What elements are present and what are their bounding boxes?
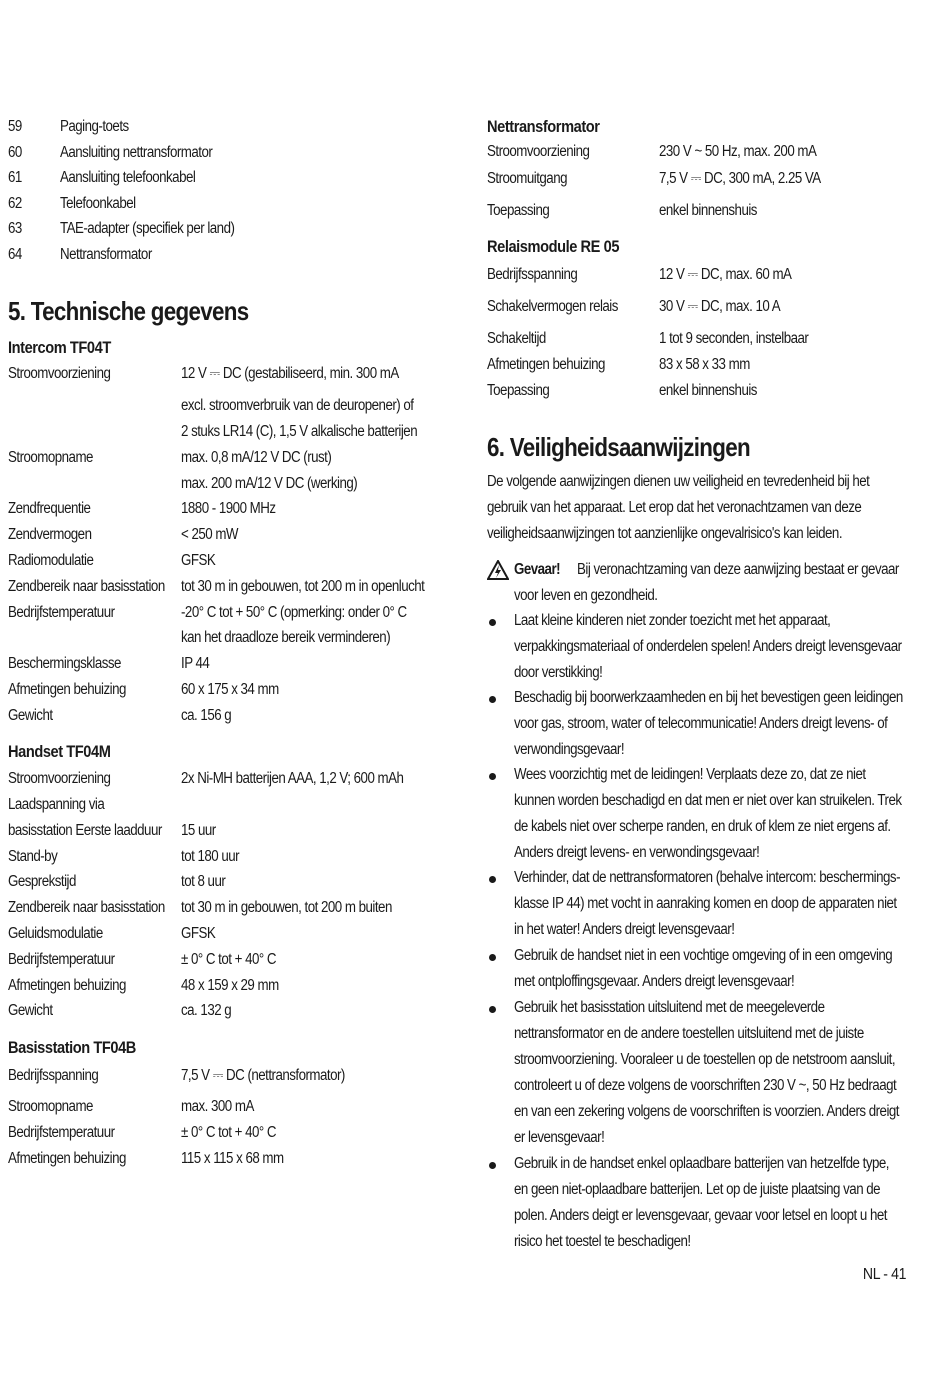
spec-value: 2 stuks LR14 (C), 1,5 V alkalische batterijen: [181, 423, 418, 440]
spec-label: Radiomodulatie: [8, 552, 94, 569]
spec-label: Gesprekstijd: [8, 873, 76, 890]
spec-value: ± 0° C tot + 40° C: [181, 951, 277, 968]
spec-label: Stroomopname: [8, 449, 93, 466]
bullet-line: in het water! Anders dreigt levensgevaar!: [514, 921, 735, 938]
bullet-line: voor gas, stroom, water of telecommunicatie! Anders dreigt levens- of: [514, 715, 888, 732]
spec-label: Stroomuitgang: [487, 170, 567, 187]
list-item-text: Telefoonkabel: [60, 195, 136, 212]
spec-label: Bedrijfsspanning: [487, 266, 578, 283]
spec-value: 115 x 115 x 68 mm: [181, 1150, 284, 1167]
bullet-icon: [489, 619, 496, 626]
bullet-line: er levensgevaar!: [514, 1129, 605, 1146]
bullet-line: Beschadig bij boorwerkzaamheden en bij het bevestigen geen leidingen: [514, 689, 903, 706]
spec-value: excl. stroomverbruik van de deuropener) of: [181, 397, 414, 414]
bullet-icon: [489, 1006, 496, 1013]
spec-label: Zendbereik naar basisstation: [8, 578, 165, 595]
spec-label: Bedrijfstemperatuur: [8, 951, 115, 968]
spec-label: basisstation Eerste laadduur: [8, 822, 162, 839]
list-item-number: 59: [8, 118, 22, 135]
bullet-icon: [489, 1162, 496, 1169]
spec-value: GFSK: [181, 925, 216, 942]
bullet-line: controleert u of deze volgens de voorschriften 230 V ~, 50 Hz bedraagt: [514, 1077, 897, 1094]
spec-label: Stroomopname: [8, 1098, 93, 1115]
spec-label: Schakelvermogen relais: [487, 298, 618, 315]
spec-label: Beschermingsklasse: [8, 655, 121, 672]
list-item-number: 60: [8, 144, 22, 161]
spec-label: Laadspanning via: [8, 796, 105, 813]
spec-label: Gewicht: [8, 1002, 53, 1019]
bullet-icon: [489, 773, 496, 780]
spec-value: ± 0° C tot + 40° C: [181, 1124, 277, 1141]
bullet-line: kunnen worden beschadigd en dat men er niet over kan struikelen. Trek: [514, 792, 902, 809]
bullet-icon: [489, 876, 496, 883]
bullet-line: nettransformator en de andere toestellen uitsluitend met de juiste: [514, 1025, 864, 1042]
spec-label: Bedrijfstemperatuur: [8, 1124, 115, 1141]
bullet-line: Verhinder, dat de nettransformatoren (behalve intercom: beschermings-: [514, 869, 901, 886]
spec-label: Afmetingen behuizing: [8, 681, 126, 698]
spec-label: Toepassing: [487, 202, 550, 219]
spec-value: 30 V ⎓ DC, max. 10 A: [659, 298, 781, 315]
spec-label: Afmetingen behuizing: [8, 977, 126, 994]
bullet-line: verpakkingsmateriaal of onderdelen spelen! Anders dreigt levensgevaar: [514, 638, 902, 655]
spec-label: Stand-by: [8, 848, 58, 865]
list-item-number: 62: [8, 195, 22, 212]
list-item-text: Aansluiting nettransformator: [60, 144, 213, 161]
spec-label: Toepassing: [487, 382, 550, 399]
list-item-number: 61: [8, 169, 22, 186]
bullet-line: en van een zekering volgens de voorschriften is voorzien. Anders dreigt: [514, 1103, 899, 1120]
spec-label: Bedrijfstemperatuur: [8, 604, 115, 621]
bullet-line: Gebruik de handset niet in een vochtige omgeving of in een omgeving: [514, 947, 893, 964]
spec-label: Bedrijfsspanning: [8, 1067, 99, 1084]
spec-value: ca. 132 g: [181, 1002, 232, 1019]
spec-value: 83 x 58 x 33 mm: [659, 356, 750, 373]
spec-label: Zendfrequentie: [8, 500, 91, 517]
spec-heading: Nettransformator: [487, 117, 600, 136]
section-title: 6. Veiligheidsaanwijzingen: [487, 432, 750, 462]
spec-value: 60 x 175 x 34 mm: [181, 681, 279, 698]
spec-value: tot 180 uur: [181, 848, 240, 865]
bullet-line: Laat kleine kinderen niet zonder toezicht met het apparaat,: [514, 612, 831, 629]
list-item-number: 64: [8, 246, 22, 263]
bullet-line: verwondingsgevaar!: [514, 741, 625, 758]
intro-line: gebruik van het apparaat. Let erop dat het veronachtzamen van deze: [487, 499, 862, 516]
spec-value: ca. 156 g: [181, 707, 232, 724]
list-item-text: Paging-toets: [60, 118, 129, 135]
bullet-line: Anders dreigt levens- en verwondingsgevaar!: [514, 844, 760, 861]
spec-value: 7,5 V ⎓ DC, 300 mA, 2.25 VA: [659, 170, 821, 187]
list-item-text: Nettransformator: [60, 246, 152, 263]
spec-label: Afmetingen behuizing: [8, 1150, 126, 1167]
list-item-text: TAE-adapter (specifiek per land): [60, 220, 235, 237]
spec-value: enkel binnenshuis: [659, 202, 757, 219]
spec-value: tot 30 m in gebouwen, tot 200 m buiten: [181, 899, 392, 916]
spec-value: 2x Ni-MH batterijen AAA, 1,2 V; 600 mAh: [181, 770, 404, 787]
spec-value: 48 x 159 x 29 mm: [181, 977, 279, 994]
bullet-icon: [489, 696, 496, 703]
warning-text: voor leven en gezondheid.: [514, 587, 658, 604]
spec-label: Afmetingen behuizing: [487, 356, 605, 373]
bullet-line: door verstikking!: [514, 664, 603, 681]
warning-icon: [487, 560, 509, 580]
spec-label: Stroomvoorziening: [8, 365, 111, 382]
spec-value: 7,5 V ⎓ DC (nettransformator): [181, 1067, 345, 1084]
spec-value: enkel binnenshuis: [659, 382, 757, 399]
spec-heading: Relaismodule RE 05: [487, 237, 620, 256]
bullet-line: met ontploffingsgevaar. Anders dreigt levensgevaar!: [514, 973, 795, 990]
section-title: 5. Technische gegevens: [8, 296, 249, 326]
bullet-line: de kabels niet over scherpe randen, en druk of klem ze niet ergens af.: [514, 818, 891, 835]
bullet-line: polen. Anders deigt er levensgevaar, gevaar voor letsel en loopt u het: [514, 1207, 887, 1224]
bullet-icon: [489, 954, 496, 961]
bullet-line: Gebruik het basisstation uitsluitend met de meegeleverde: [514, 999, 825, 1016]
spec-value: 230 V ~ 50 Hz, max. 200 mA: [659, 143, 817, 160]
spec-value: 1880 - 1900 MHz: [181, 500, 276, 517]
spec-value: max. 0,8 mA/12 V DC (rust): [181, 449, 332, 466]
warning-text: Bij veronachtzaming van deze aanwijzing bestaat er gevaar: [577, 561, 899, 578]
spec-value: kan het draadloze bereik verminderen): [181, 629, 391, 646]
spec-heading: Handset TF04M: [8, 742, 111, 761]
bullet-line: risico het toestel te beschadigen!: [514, 1233, 691, 1250]
spec-value: IP 44: [181, 655, 210, 672]
spec-value: max. 200 mA/12 V DC (werking): [181, 475, 358, 492]
spec-label: Stroomvoorziening: [487, 143, 590, 160]
intro-line: De volgende aanwijzingen dienen uw veiligheid en tevredenheid bij het: [487, 473, 870, 490]
bullet-line: klasse IP 44) met vocht in aanraking komen en doop de apparaten niet: [514, 895, 897, 912]
list-item-text: Aansluiting telefoonkabel: [60, 169, 196, 186]
bullet-line: Wees voorzichtig met de leidingen! Verplaats deze zo, dat ze niet: [514, 766, 866, 783]
list-item-number: 63: [8, 220, 22, 237]
spec-heading: Intercom TF04T: [8, 338, 111, 357]
warning-label: Gevaar!: [514, 561, 561, 578]
page-number: NL - 41: [862, 1266, 906, 1283]
spec-label: Zendbereik naar basisstation: [8, 899, 165, 916]
bullet-line: en geen niet-oplaadbare batterijen. Let op de juiste plaatsing van de: [514, 1181, 881, 1198]
spec-value: 12 V ⎓ DC (gestabiliseerd, min. 300 mA: [181, 365, 399, 382]
bullet-line: Gebruik in de handset enkel oplaadbare batterijen van hetzelfde type,: [514, 1155, 889, 1172]
spec-label: Zendvermogen: [8, 526, 92, 543]
spec-label: Gewicht: [8, 707, 53, 724]
intro-line: veiligheidsaanwijzingen tot aanzienlijke ongevalrisico's kan leiden.: [487, 525, 843, 542]
spec-label: Schakeltijd: [487, 330, 546, 347]
spec-heading: Basisstation TF04B: [8, 1038, 136, 1057]
spec-value: 1 tot 9 seconden, instelbaar: [659, 330, 809, 347]
spec-value: < 250 mW: [181, 526, 239, 543]
spec-value: max. 300 mA: [181, 1098, 254, 1115]
spec-value: 12 V ⎓ DC, max. 60 mA: [659, 266, 792, 283]
spec-label: Stroomvoorziening: [8, 770, 111, 787]
spec-value: GFSK: [181, 552, 216, 569]
spec-value: tot 8 uur: [181, 873, 226, 890]
spec-value: tot 30 m in gebouwen, tot 200 m in openlucht: [181, 578, 425, 595]
spec-value: 15 uur: [181, 822, 216, 839]
spec-label: Geluidsmodulatie: [8, 925, 103, 942]
bullet-line: stroomvoorziening. Vooraleer u de toestellen op de netstroom aansluit,: [514, 1051, 896, 1068]
spec-value: -20° C tot + 50° C (opmerking: onder 0° C: [181, 604, 407, 621]
